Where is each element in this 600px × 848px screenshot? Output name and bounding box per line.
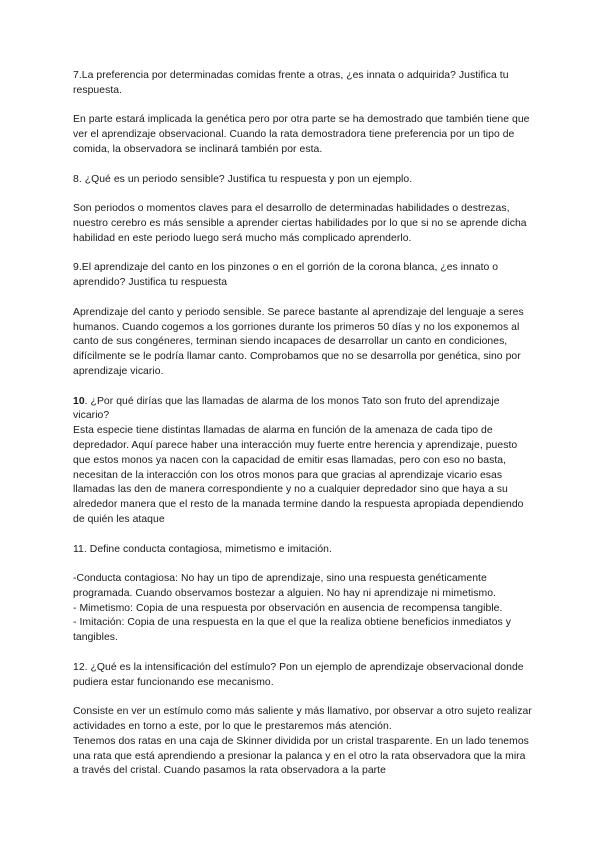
question-8: 8. ¿Qué es un periodo sensible? Justifica tu respuesta y pon un ejemplo. bbox=[73, 173, 413, 185]
answer-12-part-1: Consiste en ver un estímulo como más saliente y más llamativo, por observar a otro sujeto realizar actividades en torno a este, por lo que le prestaremos más atención. bbox=[73, 706, 532, 733]
definition-mimicry: - Mimetismo: Copia de una respuesta por observación en ausencia de recompensa tangible. bbox=[73, 602, 503, 614]
question-12: 12. ¿Qué es la intensificación del estímulo? Pon un ejemplo de aprendizaje observacional donde pudiera estar funcionando ese mecanismo. bbox=[73, 661, 524, 688]
question-10-number: 10 bbox=[73, 395, 85, 407]
definition-contagious-behavior: -Conducta contagiosa: No hay un tipo de aprendizaje, sino una respuesta genéticamente programada. Cuando observamos bostezar a alguien. No hay ni aprendizaje ni mimetismo. bbox=[73, 573, 496, 599]
answer-12-part-2: Tenemos dos ratas en una caja de Skinner dividida por un cristal trasparente. En un lado tenemos una rata que está aprendiendo a presionar la palanca y en el otro la rata observadora que la mira a través del cristal. Cuando pasamos la rata observadora a la parte bbox=[73, 735, 529, 777]
question-9: 9.El aprendizaje del canto en los pinzones o en el gorrión de la corona blanca, ¿es innato o aprendido? Justifica tu respuesta bbox=[73, 262, 499, 289]
definition-imitation: - Imitación: Copia de una respuesta en la que el que la realiza obtiene beneficios inmediatos y tangibles. bbox=[73, 617, 511, 644]
document-body bbox=[73, 69, 533, 779]
answer-8: Son periodos o momentos claves para el desarrollo de determinadas habilidades o destrezas, nuestro cerebro es más sensible a aprender ciertas habilidades por lo que si no se aprende dicha habilidad en este periodo luego será mucho más complicado aprenderlo. bbox=[73, 203, 527, 244]
question-10 bbox=[73, 395, 533, 425]
answer-7: En parte estará implicada la genética pero por otra parte se ha demostrado que también tiene que ver el aprendizaje observacional. Cuando la rata demostradora tiene preferencia por un tipo de comida, la observadora se inclinará también por esta. bbox=[73, 114, 530, 155]
question-11: 11. Define conducta contagiosa, mimetismo e imitación. bbox=[73, 543, 332, 555]
question-7: 7.La preferencia por determinadas comidas frente a otras, ¿es innata o adquirida? Justifica tu respuesta. bbox=[73, 70, 509, 96]
answer-9: Aprendizaje del canto y periodo sensible. Se parece bastante al aprendizaje del lenguaje a seres humanos. Cuando cogemos a los gorriones durante los primeros 50 días y no los exponemos al canto de sus congéneres, terminan siendo incapaces de desarrollar un canto en condiciones, difícilmente se le podría llamar canto. Comprobamos que no se desarrolla por genética, sino por aprendizaje vicario. bbox=[73, 306, 524, 377]
answer-10: Esta especie tiene distintas llamadas de alarma en función de la amenaza de cada tipo de depredador. Aquí parece haber una interacción muy fuerte entre herencia y aprendizaje, puesto que estos monos ya nacen con la capacidad de emitir esas llamadas, pero con eso no basta, necesitan de la interacción con los otros monos para que gracias al aprendizaje vicario esas llamadas las den de manera correspondiente y no a cualquier depredador sino que haya a su alrededor manera que el resto de la manada termine dando la respuesta apropiada dependiendo de quién les ataque bbox=[73, 425, 524, 525]
question-10-text: . ¿Por qué dirías que las llamadas de alarma de los monos Tato son fruto del aprendizaje vicario? bbox=[73, 395, 500, 422]
